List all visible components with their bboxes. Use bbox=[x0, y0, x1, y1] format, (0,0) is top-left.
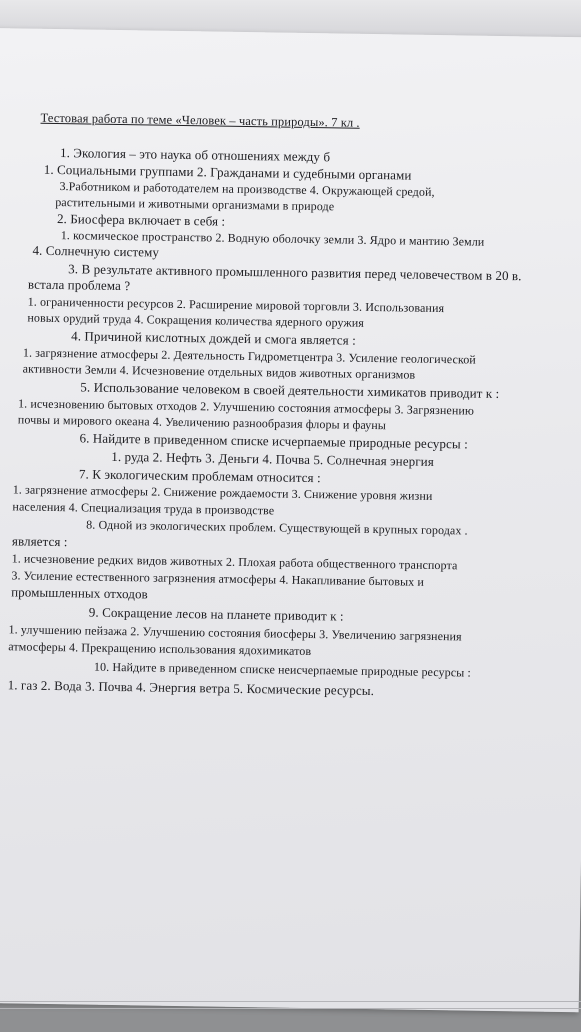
answer-line: 1. газ 2. Вода 3. Почва 4. Энергия ветра 5. Космические ресурсы. bbox=[7, 677, 375, 699]
question-9: 9. Сокращение лесов на планете приводит к : bbox=[88, 604, 344, 624]
question-line: является : bbox=[11, 533, 68, 550]
page-title: Тестовая работа по теме «Человек – часть природы». 7 кл . bbox=[40, 110, 360, 130]
question-2: 2. Биосфера включает в себя : bbox=[56, 211, 226, 229]
answer-line: атмосферы 4. Прекращению использования ядохимикатов bbox=[8, 639, 312, 659]
answer-line: 3.Работником и работодателем на производстве 4. Окружающей средой, bbox=[59, 179, 435, 199]
page-edge bbox=[0, 1001, 581, 1002]
question-5: 5. Использование человеком в своей деятельности химикатов приводит к : bbox=[80, 379, 500, 401]
answer-line: 1. загрязнение атмосферы 2. Деятельность Гидрометцентра 3. Усиление геологической bbox=[22, 345, 477, 367]
question-line: встала проблема ? bbox=[27, 276, 131, 294]
question-10: 10. Найдите в приведенном списке неисчерпаемые природные ресурсы : bbox=[93, 659, 472, 680]
question-4: 4. Причиной кислотных дождей и смога является : bbox=[71, 328, 357, 348]
answer-line: 3. Усиление естественного загрязнения атмосферы 4. Накапливание бытовых и bbox=[11, 568, 425, 589]
answer-line: 1. исчезновение редких видов животных 2. Плохая работа общественного транспорта bbox=[11, 551, 458, 573]
page-edge bbox=[0, 1008, 581, 1009]
question-8: 8. Одной из экологических проблем. Существующей в крупных городах . bbox=[86, 517, 468, 538]
answer-line: населения 4. Специализация труда в производстве bbox=[12, 499, 275, 518]
question-7: 7. К экологическим проблемам относится : bbox=[78, 466, 321, 486]
answer-line: 1. Социальными группами 2. Гражданами и судебными органами bbox=[43, 161, 412, 183]
test-sheet bbox=[0, 28, 581, 1012]
question-3: 3. В результате активного промышленного развития перед человечеством в 20 в. bbox=[68, 261, 522, 284]
answer-line: почвы и мирового океана 4. Увеличению разнообразия флоры и фауны bbox=[17, 412, 387, 433]
question-6: 6. Найдите в приведенном списке исчерпаемые природные ресурсы : bbox=[79, 430, 468, 452]
answer-line: 1. космическое пространство 2. Водную оболочку земли 3. Ядро и мантию Земли bbox=[60, 228, 485, 249]
answer-line: 1. улучшению пейзажа 2. Улучшению состояния биосферы 3. Увеличению загрязнения bbox=[8, 622, 462, 644]
answer-line: промышленных отходов bbox=[11, 584, 148, 602]
answer-line: 1. загрязнение атмосферы 2. Снижение рождаемости 3. Снижение уровня жизни bbox=[12, 482, 433, 503]
answer-line: активности Земли 4. Исчезновение отдельных видов животных организмов bbox=[22, 361, 416, 382]
answer-line: 1. руда 2. Нефть 3. Деньги 4. Почва 5. Солнечная энергия bbox=[111, 448, 434, 469]
answer-line: 1. исчезновению бытовых отходов 2. Улучшению состояния атмосферы 3. Загрязнению bbox=[17, 396, 475, 418]
answer-line: 1. ограниченности ресурсов 2. Расширение мировой торговли 3. Использования bbox=[27, 294, 445, 316]
question-1: 1. Экология – это наука об отношениях между б bbox=[59, 145, 331, 165]
answer-line: новых орудий труда 4. Сокращения количества ядерного оружия bbox=[27, 310, 365, 330]
answer-line: растительными и животными организмами в природе bbox=[55, 194, 335, 214]
answer-line: 4. Солнечную систему bbox=[32, 242, 160, 260]
